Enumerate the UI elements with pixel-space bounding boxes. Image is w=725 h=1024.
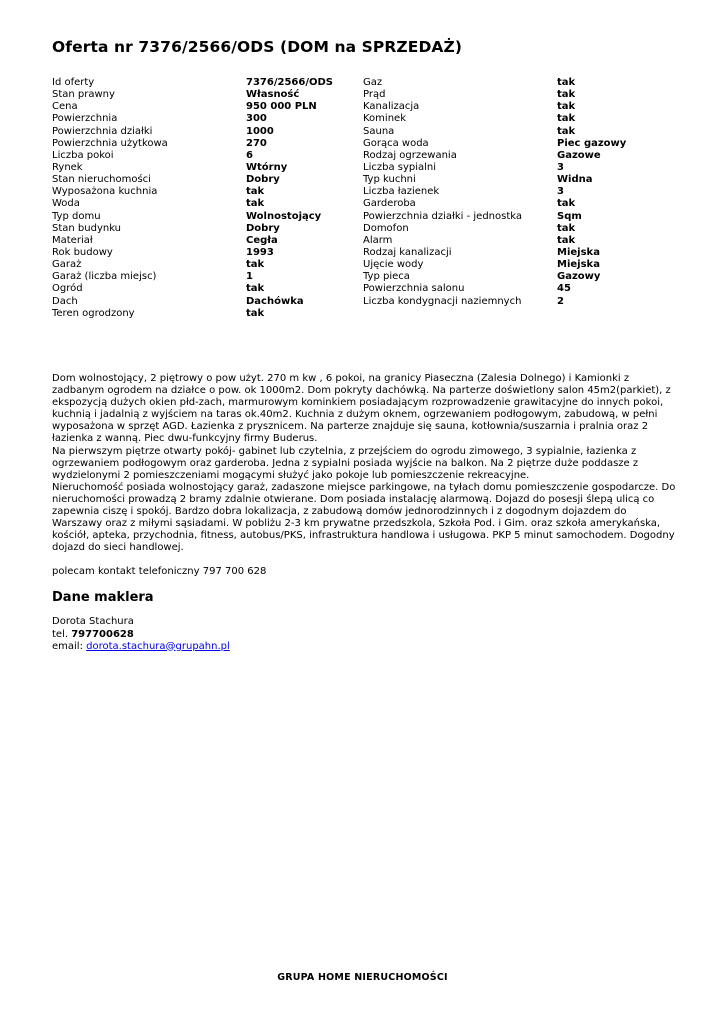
- detail-value: 3: [557, 186, 564, 198]
- detail-value: Sqm: [557, 210, 582, 222]
- detail-label: Gaz: [363, 77, 383, 88]
- detail-value: tak: [557, 101, 576, 113]
- agent-info: [52, 616, 677, 652]
- detail-label: Powierzchnia działki - jednostka: [363, 210, 523, 222]
- detail-label: Ujęcie wody: [363, 259, 424, 271]
- detail-value: tak: [557, 77, 576, 88]
- agent-phone: 797700628: [71, 628, 134, 640]
- detail-label: Typ kuchni: [363, 174, 416, 186]
- detail-label: Ogród: [52, 283, 83, 295]
- detail-value: tak: [557, 234, 576, 246]
- detail-label: Liczba łazienek: [363, 186, 440, 198]
- offer-title: Oferta nr 7376/2566/ODS (DOM na SPRZEDAŻ): [52, 38, 463, 56]
- detail-label: Rok budowy: [52, 246, 113, 258]
- detail-value: 7376/2566/ODS: [246, 77, 333, 88]
- detail-label: Liczba kondygnacji naziemnych: [363, 295, 522, 307]
- detail-label: Stan prawny: [52, 89, 115, 101]
- detail-value: 300: [246, 113, 267, 125]
- detail-value: 270: [246, 137, 267, 149]
- detail-value: 3: [557, 161, 564, 173]
- detail-value: Wolnostojący: [246, 210, 322, 222]
- detail-label: Garaż (liczba miejsc): [52, 271, 157, 283]
- detail-value: tak: [557, 198, 576, 210]
- agent-email-link[interactable]: dorota.stachura@grupahn.pl: [86, 640, 230, 652]
- detail-label: Powierzchnia działki: [52, 125, 153, 137]
- agent-phone-label: tel.: [52, 628, 69, 640]
- detail-label: Rodzaj kanalizacji: [363, 246, 452, 258]
- description-paragraph: Nieruchomość posiada wolnostojący garaż, zadaszone miejsce parkingowe, na tyłach domu pomieszczenie gospodarcze. Do nieruchomości prowadzą 2 bramy zdalnie otwierane. Dom posiada instalację alarmową. Dojazd do posesji ślepą ulicą co zapewnia ciszę i spokój. Bardzo dobra lokalizacja, z zabudową domów jednorodzinnych i z dogodnym dojazdem do Warszawy oraz z miłymi sąsiadami. W pobliżu 2-3 km prywatne przedszkola, Szkoła Pod. i Gim. oraz szkoła amerykańska, kościół, apteka, przychodnia, fitness, autobus/PKS, infrastruktura handlowa i usługowa. PKP 5 minut samochodem. Dogodny dojazd do sieci handlowej.: [52, 481, 676, 554]
- description-paragraph: Na pierwszym piętrze otwarty pokój- gabinet lub czytelnia, z przejściem do ogrodu zimowego, 3 sypialnie, łazienka z ogrzewaniem podłogowym oraz garderoba. Jedna z sypialni posiada wyjście na balkon. Na 2 piętrze duże poddasze z wydzielonymi 2 pomieszczeniami mogącymi służyć jako pokoje lub pomieszczenie rekreacyjne.: [52, 445, 639, 481]
- detail-label: Cena: [52, 101, 78, 113]
- detail-label: Alarm: [363, 234, 393, 246]
- detail-label: Typ domu: [52, 210, 101, 222]
- detail-label: Powierzchnia użytkowa: [52, 137, 168, 149]
- detail-label: Teren ogrodzony: [52, 307, 135, 319]
- detail-label: Garderoba: [363, 198, 416, 210]
- detail-label: Stan budynku: [52, 222, 122, 234]
- detail-value: Piec gazowy: [557, 137, 627, 149]
- detail-value: 1000: [246, 125, 274, 137]
- detail-label: Rodzaj ogrzewania: [363, 149, 457, 161]
- detail-value: Widna: [557, 174, 593, 186]
- detail-value: Własność: [246, 89, 300, 101]
- detail-value: Miejska: [557, 246, 600, 258]
- detail-value: tak: [246, 198, 265, 210]
- detail-value: tak: [246, 186, 265, 198]
- detail-value: tak: [246, 307, 265, 319]
- detail-value: tak: [557, 89, 576, 101]
- detail-value: tak: [246, 259, 265, 271]
- detail-label: Garaż: [52, 259, 82, 271]
- detail-value: Wtórny: [246, 161, 288, 173]
- offer-page: [52, 38, 677, 653]
- detail-label: Powierzchnia salonu: [363, 283, 465, 295]
- detail-label: Rynek: [52, 161, 83, 173]
- detail-value: 6: [246, 149, 253, 161]
- detail-value: Cegła: [246, 234, 278, 246]
- detail-label: Sauna: [363, 125, 395, 137]
- detail-value: Dobry: [246, 222, 280, 234]
- detail-label: Kanalizacja: [363, 101, 420, 113]
- detail-value: 45: [557, 283, 571, 295]
- detail-value: tak: [557, 125, 576, 137]
- detail-label: Liczba sypialni: [363, 161, 437, 173]
- agent-name: Dorota Stachura: [52, 616, 134, 628]
- description-paragraph: Dom wolnostojący, 2 piętrowy o pow użyt. 270 m kw , 6 pokoi, na granicy Piaseczna (Zalesia Dolnego) i Kamionki z zadbanym ogrodem na działce o pow. ok 1000m2. Dom pokryty dachówką. Na parterze doświetlony salon 45m2(parkiet), z ekspozycją dużych okien płd-zach, marmurowym kominkiem posiadającym rozprowadzenie grawitacyjne do innych pokoi, kuchnią i jadalnią z wyjściem na taras ok.40m2. Kuchnia z dużym oknem, ogrzewaniem podłogowym, zabudową, w pełni wyposażona w sprzęt AGD. Łazienka z prysznicem. Na parterze znajduje się sauna, kotłownia/suszarnia i pralnia oraz 2 łazienka z wanną. Piec dwu-funkcyjny firmy Buderus.: [52, 373, 671, 445]
- detail-value: Gazowy: [557, 271, 601, 283]
- agent-email-label: email:: [52, 640, 83, 652]
- detail-value: 1993: [246, 246, 274, 258]
- detail-label: Wyposażona kuchnia: [52, 186, 158, 198]
- detail-value: Dobry: [246, 174, 280, 186]
- detail-value: tak: [557, 113, 576, 125]
- detail-label: Gorąca woda: [363, 137, 429, 149]
- detail-label: Domofon: [363, 222, 409, 234]
- agent-email-line: [52, 641, 677, 653]
- detail-label: Typ pieca: [363, 271, 410, 283]
- agent-heading: Dane maklera: [52, 590, 154, 606]
- detail-value: tak: [557, 222, 576, 234]
- agent-phone-line: [52, 629, 677, 641]
- detail-label: Stan nieruchomości: [52, 174, 151, 186]
- detail-label: Materiał: [52, 234, 93, 246]
- details-grid: [52, 77, 677, 327]
- detail-label: Powierzchnia: [52, 113, 118, 125]
- detail-value: tak: [246, 283, 265, 295]
- detail-value: Gazowe: [557, 149, 601, 161]
- detail-label: Prąd: [363, 89, 386, 101]
- contact-note: polecam kontakt telefoniczny 797 700 628: [52, 566, 267, 578]
- detail-label: Dach: [52, 295, 78, 307]
- detail-value: 950 000 PLN: [246, 101, 317, 113]
- detail-label: Kominek: [363, 113, 406, 125]
- footer-company: GRUPA HOME NIERUCHOMOŚCI: [277, 972, 448, 983]
- detail-value: 2: [557, 295, 564, 307]
- detail-label: Liczba pokoi: [52, 149, 114, 161]
- detail-value: Dachówka: [246, 295, 304, 307]
- detail-value: 1: [246, 271, 253, 283]
- detail-label: Woda: [52, 198, 80, 210]
- detail-label: Id oferty: [52, 77, 95, 88]
- detail-value: Miejska: [557, 259, 600, 271]
- description: [52, 373, 677, 554]
